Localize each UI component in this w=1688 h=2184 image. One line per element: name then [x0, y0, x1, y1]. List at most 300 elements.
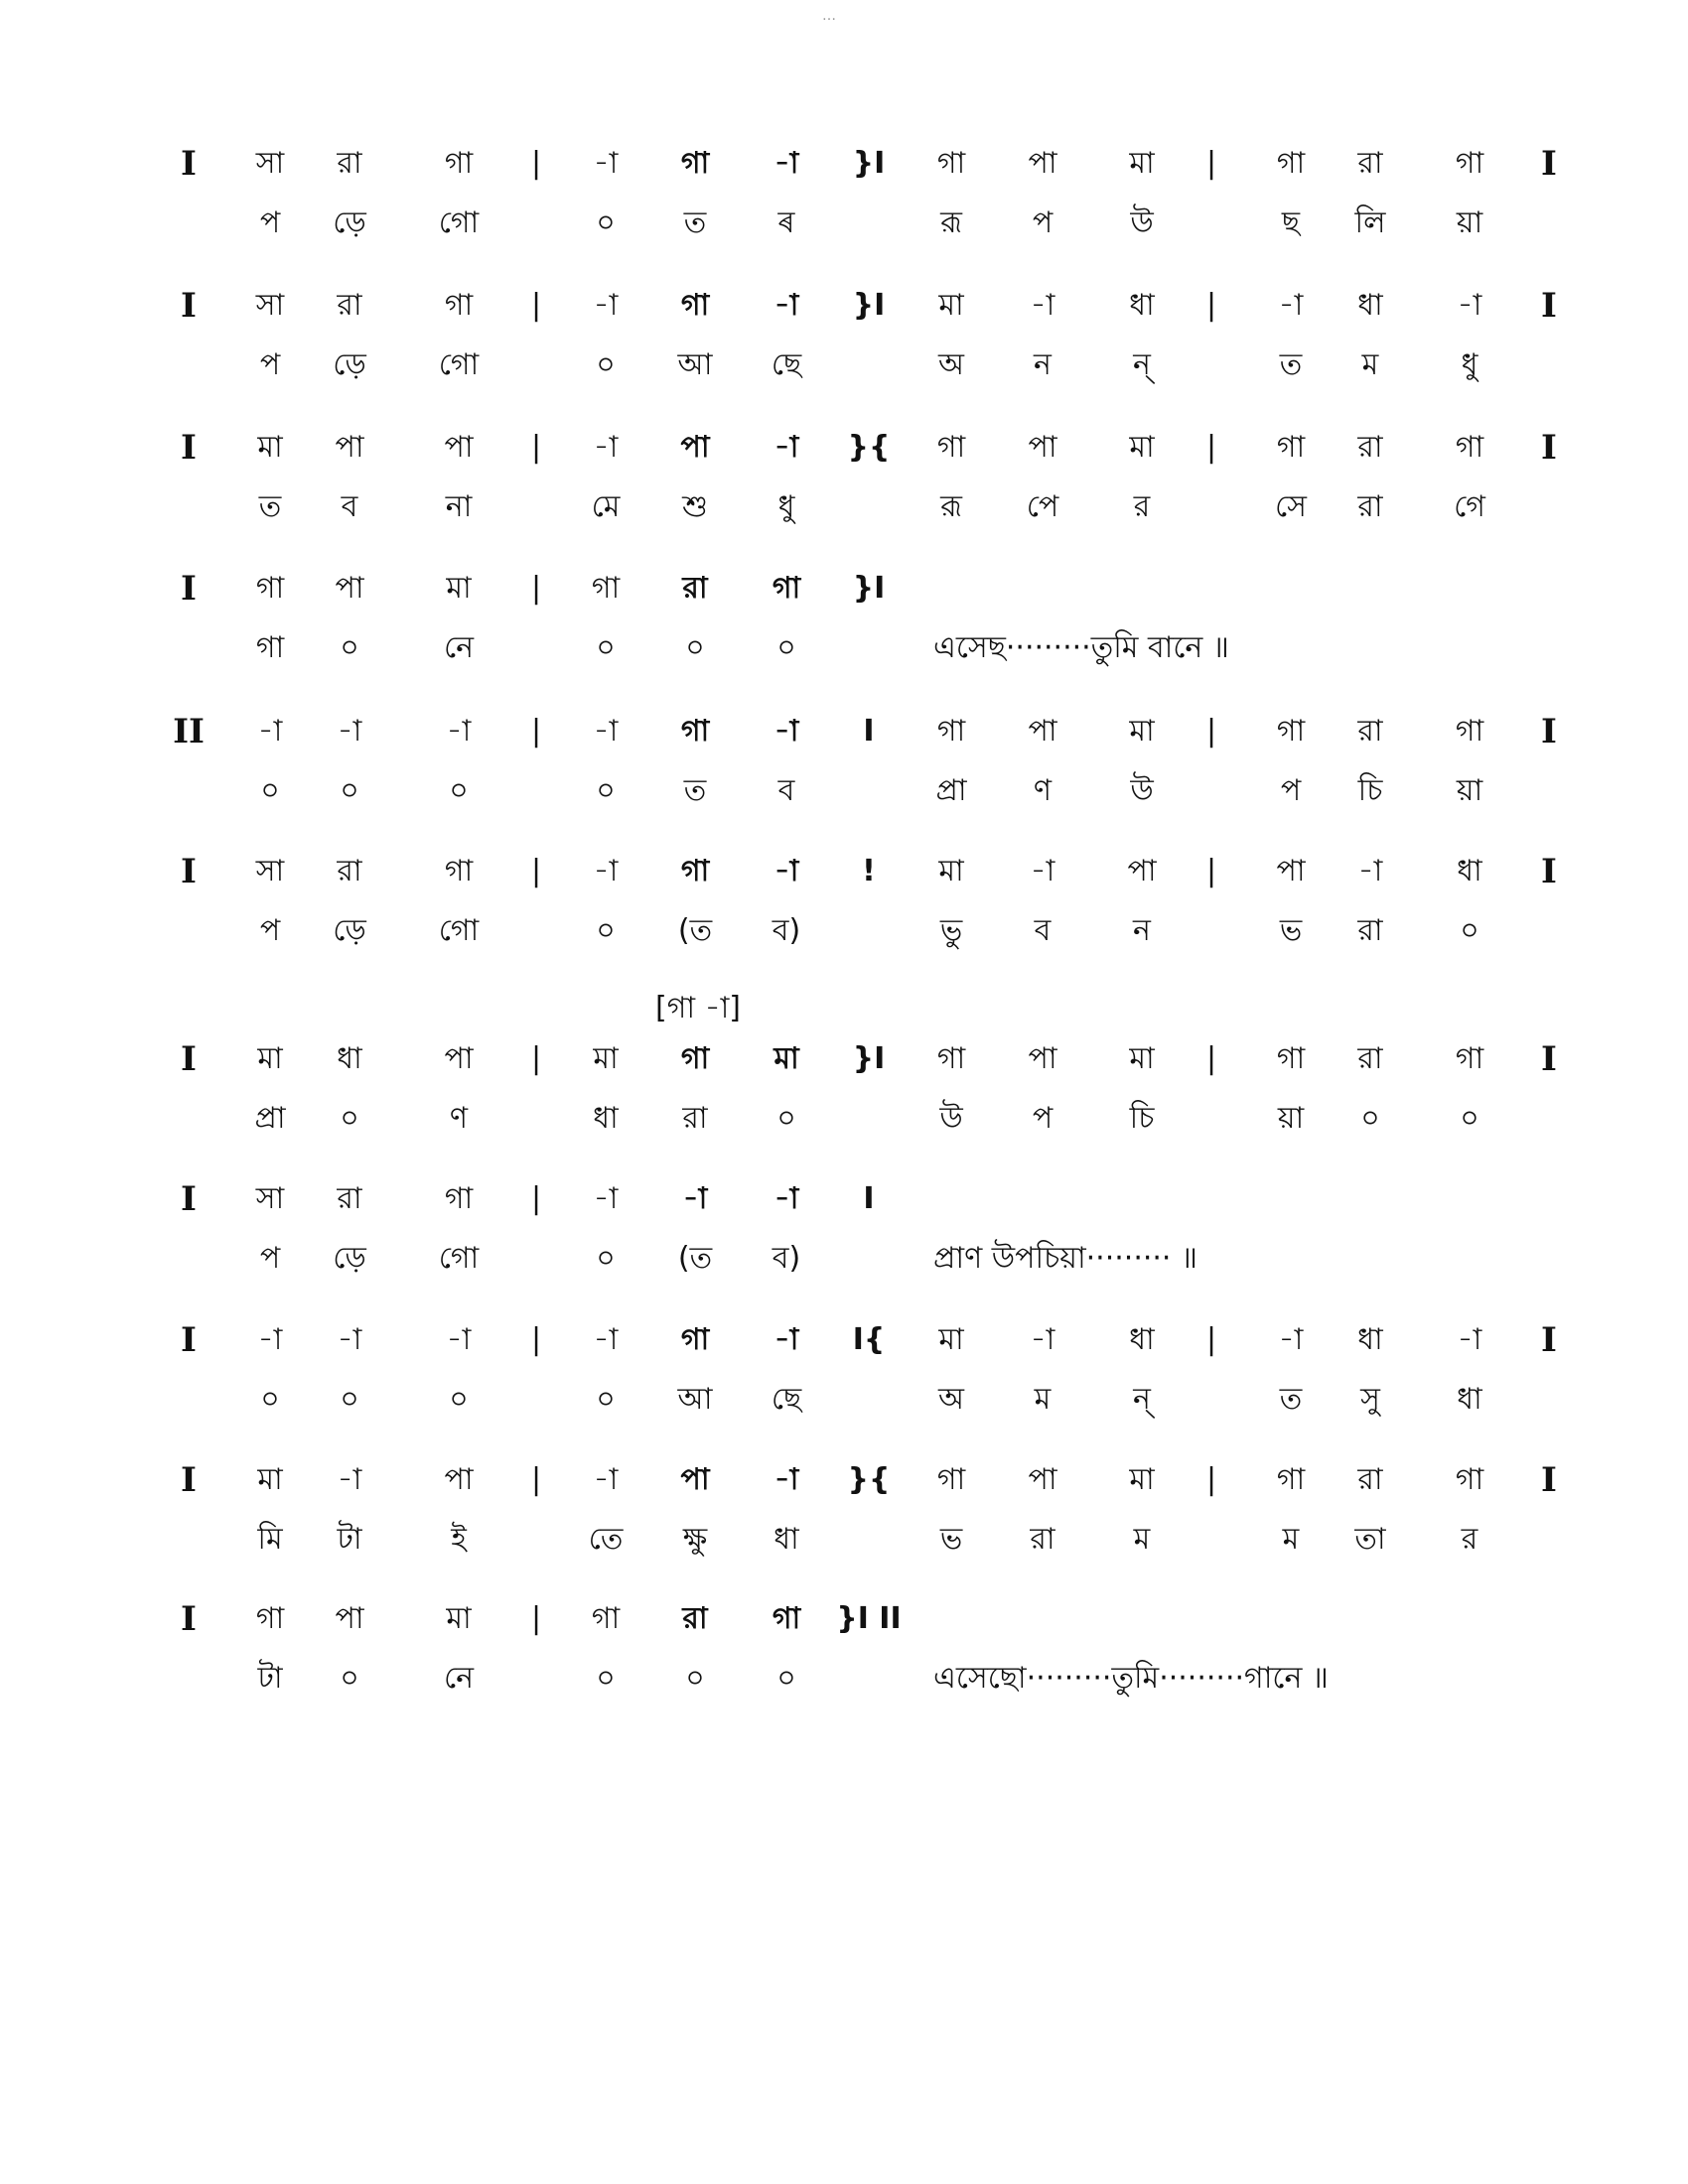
- note: ধা: [1457, 854, 1482, 888]
- bar-separator: |: [1205, 1322, 1217, 1357]
- note: -া: [337, 1322, 362, 1357]
- lyric-syllable: রা: [1030, 1522, 1055, 1557]
- note: পা: [335, 571, 364, 606]
- note: -া: [593, 854, 619, 888]
- end-bar-mark: I: [1541, 286, 1557, 326]
- lyric-syllable: অ: [938, 1382, 964, 1417]
- start-bar-mark: I: [181, 852, 197, 891]
- lyrics-row: [0, 341, 1688, 390]
- lyric-syllable: অ: [938, 347, 964, 382]
- lyric-syllable: ০: [776, 1101, 796, 1136]
- note: -া: [1030, 288, 1055, 323]
- note: -া: [774, 1322, 799, 1357]
- lyric-syllable: প্রা: [254, 1101, 286, 1136]
- lyric-syllable: গে: [1454, 489, 1485, 524]
- section-symbol: }I: [852, 571, 886, 606]
- note: পা: [335, 1601, 364, 1636]
- note: রা: [682, 1601, 708, 1636]
- note: গা: [680, 288, 710, 323]
- lyric-syllable: উ: [1130, 205, 1154, 240]
- lyric-syllable: ত: [683, 205, 707, 240]
- note: গা: [255, 1601, 285, 1636]
- lyric-syllable: ভ: [1279, 913, 1303, 948]
- lyrics-row: [0, 1234, 1688, 1284]
- lyric-syllable: রা: [1357, 489, 1383, 524]
- note: -া: [1457, 288, 1482, 323]
- stanza: [0, 991, 1688, 1173]
- note: মা: [1129, 146, 1155, 181]
- note: -া: [257, 1322, 283, 1357]
- section-symbol: }I: [852, 146, 886, 181]
- notes-row: [0, 139, 1688, 189]
- note: -া: [1030, 1322, 1055, 1357]
- note: গা: [680, 146, 710, 181]
- note: -া: [1278, 288, 1304, 323]
- end-bar-mark: I: [1541, 428, 1557, 468]
- note: গা: [1276, 1041, 1306, 1076]
- note: -া: [774, 430, 799, 465]
- note: রা: [1357, 1462, 1383, 1497]
- notes-row: [0, 707, 1688, 756]
- lyric-syllable: ভু: [939, 913, 963, 948]
- refrain-text: এসেছ·········তুমি বানে ॥: [933, 630, 1229, 665]
- note: মা: [257, 1462, 283, 1497]
- lyric-syllable: ণ: [1033, 773, 1053, 808]
- lyric-syllable: টা: [257, 1661, 283, 1696]
- lyric-syllable: ০: [685, 1661, 705, 1696]
- notes-row: [0, 847, 1688, 896]
- note: -া: [593, 714, 619, 749]
- end-bar-mark: I: [1541, 1039, 1557, 1079]
- note: গা: [1276, 1462, 1306, 1497]
- lyrics-row: [0, 199, 1688, 248]
- lyric-syllable: ন্: [1133, 1382, 1151, 1417]
- note: পা: [680, 430, 710, 465]
- section-symbol: I: [863, 714, 875, 749]
- note: ধা: [337, 1041, 362, 1076]
- lyric-syllable: প: [1280, 773, 1302, 808]
- note: পা: [444, 1462, 474, 1497]
- note: মা: [938, 854, 964, 888]
- note: মা: [938, 1322, 964, 1357]
- stanza: [0, 1455, 1688, 1594]
- lyric-syllable: ০: [596, 205, 616, 240]
- lyric-syllable: নে: [443, 630, 475, 665]
- note: গা: [936, 146, 966, 181]
- note: গা: [680, 854, 710, 888]
- note: গা: [591, 571, 621, 606]
- section-symbol: }{: [847, 430, 891, 465]
- lyric-syllable: ড়ে: [333, 1241, 366, 1276]
- note: -া: [446, 1322, 472, 1357]
- bar-separator: |: [530, 1601, 542, 1636]
- note: গা: [936, 1462, 966, 1497]
- note: গা: [1276, 714, 1306, 749]
- lyric-syllable: ৰ: [777, 205, 795, 240]
- note: মা: [593, 1041, 619, 1076]
- note: সা: [255, 288, 285, 323]
- lyric-syllable: ন: [1034, 347, 1052, 382]
- lyric-syllable: পে: [1026, 489, 1059, 524]
- lyric-syllable: গো: [438, 205, 480, 240]
- bar-separator: |: [530, 854, 542, 888]
- bar-separator: |: [530, 1322, 542, 1357]
- note: -া: [774, 854, 799, 888]
- note: গা: [1276, 146, 1306, 181]
- lyric-syllable: ছে: [771, 1382, 802, 1417]
- note: রা: [337, 854, 362, 888]
- note: মা: [1129, 1462, 1155, 1497]
- lyric-syllable: গো: [438, 1241, 480, 1276]
- note: মা: [257, 1041, 283, 1076]
- lyrics-row: [0, 766, 1688, 816]
- stanza: [0, 564, 1688, 703]
- note: রা: [682, 571, 708, 606]
- lyric-syllable: গো: [438, 913, 480, 948]
- refrain-text: এসেছো·········তুমি·········গানে ॥: [933, 1661, 1329, 1696]
- notes-row: [0, 423, 1688, 473]
- lyric-syllable: ম: [1361, 347, 1379, 382]
- start-bar-mark: I: [181, 428, 197, 468]
- end-bar-mark: I: [1541, 852, 1557, 891]
- notes-row: [0, 1594, 1688, 1644]
- lyric-syllable: ০: [596, 1241, 616, 1276]
- lyrics-row: [0, 623, 1688, 673]
- note: -া: [593, 430, 619, 465]
- note: সা: [255, 854, 285, 888]
- note: ধা: [1129, 1322, 1155, 1357]
- lyric-syllable: ড়ে: [333, 913, 366, 948]
- note: গা: [591, 1601, 621, 1636]
- end-bar-mark: I: [1541, 144, 1557, 184]
- bar-separator: |: [530, 714, 542, 749]
- note: -া: [593, 1181, 619, 1216]
- note: -া: [774, 1181, 799, 1216]
- note: পা: [1028, 146, 1057, 181]
- start-bar-mark: I: [181, 1179, 197, 1219]
- lyric-syllable: নে: [443, 1661, 475, 1696]
- stanza: [0, 707, 1688, 846]
- note: রা: [1357, 1041, 1383, 1076]
- note: গা: [936, 430, 966, 465]
- lyric-syllable: সু: [1360, 1382, 1380, 1417]
- end-bar-mark: I: [1541, 1320, 1557, 1360]
- note: মা: [1129, 430, 1155, 465]
- notes-row: [0, 1315, 1688, 1365]
- lyric-syllable: (ত: [677, 913, 713, 948]
- start-bar-mark: I: [181, 286, 197, 326]
- note: গা: [936, 1041, 966, 1076]
- lyric-syllable: রূ: [940, 205, 962, 240]
- lyric-syllable: ০: [596, 773, 616, 808]
- note: গা: [680, 1041, 710, 1076]
- note: -া: [446, 714, 472, 749]
- lyric-syllable: প: [1032, 205, 1054, 240]
- note: -া: [337, 714, 362, 749]
- lyric-syllable: ন্: [1133, 347, 1151, 382]
- bar-separator: |: [530, 288, 542, 323]
- lyric-syllable: ই: [451, 1522, 467, 1557]
- lyric-syllable: আ: [677, 1382, 713, 1417]
- stanza: [0, 847, 1688, 986]
- lyric-syllable: ধা: [593, 1101, 619, 1136]
- lyric-syllable: ০: [340, 1661, 359, 1696]
- note: গা: [1455, 430, 1484, 465]
- note: রা: [1357, 430, 1383, 465]
- section-symbol: !: [862, 854, 876, 888]
- note: গা: [772, 1601, 801, 1636]
- lyric-syllable: রা: [1357, 913, 1383, 948]
- lyric-syllable: ০: [596, 1661, 616, 1696]
- lyric-syllable: ভ: [939, 1522, 963, 1557]
- bar-separator: |: [1205, 288, 1217, 323]
- section-symbol: }I: [852, 288, 886, 323]
- lyric-syllable: ব): [772, 913, 801, 948]
- lyric-syllable: উ: [1130, 773, 1154, 808]
- lyric-syllable: চি: [1357, 773, 1383, 808]
- notes-row: [0, 1034, 1688, 1084]
- note: সা: [255, 1181, 285, 1216]
- bar-separator: |: [530, 146, 542, 181]
- start-bar-mark: I: [181, 144, 197, 184]
- note: গা: [1455, 1041, 1484, 1076]
- bar-separator: |: [1205, 714, 1217, 749]
- lyric-syllable: ক্ষু: [682, 1522, 708, 1557]
- stanza: [0, 423, 1688, 562]
- bar-separator: |: [530, 430, 542, 465]
- note: -া: [774, 1462, 799, 1497]
- note: গা: [444, 1181, 474, 1216]
- note: -া: [593, 1322, 619, 1357]
- lyric-syllable: য়া: [1277, 1101, 1305, 1136]
- lyric-syllable: ০: [1360, 1101, 1380, 1136]
- note: মা: [1129, 1041, 1155, 1076]
- lyric-syllable: লি: [1354, 205, 1386, 240]
- lyric-syllable: ব: [1034, 913, 1052, 948]
- lyric-syllable: ০: [340, 773, 359, 808]
- lyric-syllable: ধু: [777, 489, 795, 524]
- lyrics-row: [0, 1094, 1688, 1144]
- start-bar-mark: II: [173, 712, 205, 751]
- note: -া: [1457, 1322, 1482, 1357]
- lyric-syllable: ম: [1034, 1382, 1052, 1417]
- lyric-syllable: প্রা: [935, 773, 967, 808]
- lyric-syllable: ন: [1133, 913, 1151, 948]
- start-bar-mark: I: [181, 1599, 197, 1639]
- lyrics-row: [0, 1515, 1688, 1565]
- start-bar-mark: I: [181, 1039, 197, 1079]
- note: পা: [444, 1041, 474, 1076]
- section-symbol: }I: [852, 1041, 886, 1076]
- bar-separator: |: [1205, 146, 1217, 181]
- lyric-syllable: আ: [677, 347, 713, 382]
- lyric-syllable: মি: [257, 1522, 283, 1557]
- notes-row: [0, 564, 1688, 614]
- stanza: [0, 1315, 1688, 1454]
- lyric-syllable: প: [259, 205, 281, 240]
- bar-separator: |: [1205, 430, 1217, 465]
- section-symbol: I{: [852, 1322, 886, 1357]
- note: গা: [1455, 146, 1484, 181]
- note: সা: [255, 146, 285, 181]
- lyric-syllable: ০: [596, 1382, 616, 1417]
- lyric-syllable: ০: [685, 630, 705, 665]
- lyrics-row: [0, 482, 1688, 532]
- lyric-syllable: ০: [776, 1661, 796, 1696]
- note: পা: [444, 430, 474, 465]
- end-bar-mark: I: [1541, 712, 1557, 751]
- stanza: [0, 1174, 1688, 1313]
- note: -া: [337, 1462, 362, 1497]
- alternate-notes: [গা -া]: [655, 991, 742, 1025]
- start-bar-mark: I: [181, 569, 197, 609]
- lyric-syllable: ০: [449, 773, 469, 808]
- note: পা: [1127, 854, 1157, 888]
- note: গা: [444, 146, 474, 181]
- note: রা: [1357, 714, 1383, 749]
- note: গা: [444, 288, 474, 323]
- lyric-syllable: গো: [438, 347, 480, 382]
- start-bar-mark: I: [181, 1320, 197, 1360]
- note: -া: [682, 1181, 708, 1216]
- lyric-syllable: ব): [772, 1241, 801, 1276]
- bar-separator: |: [1205, 854, 1217, 888]
- lyric-syllable: ছে: [771, 347, 802, 382]
- lyric-syllable: ত: [1279, 1382, 1303, 1417]
- lyric-syllable: ত: [1279, 347, 1303, 382]
- section-symbol: }I II: [836, 1601, 902, 1636]
- lyric-syllable: উ: [939, 1101, 963, 1136]
- lyric-syllable: ব: [341, 489, 358, 524]
- lyric-syllable: ০: [1460, 1101, 1479, 1136]
- note: গা: [772, 571, 801, 606]
- note: গা: [1276, 430, 1306, 465]
- lyric-syllable: ছ: [1281, 205, 1301, 240]
- bar-separator: |: [530, 571, 542, 606]
- notes-row: [0, 1174, 1688, 1224]
- lyric-syllable: ০: [596, 913, 616, 948]
- lyric-syllable: ০: [340, 1382, 359, 1417]
- bar-separator: |: [530, 1041, 542, 1076]
- lyric-syllable: য়া: [1456, 205, 1483, 240]
- lyric-syllable: ০: [596, 347, 616, 382]
- lyric-syllable: ০: [340, 630, 359, 665]
- lyric-syllable: ত: [258, 489, 282, 524]
- lyric-syllable: র: [1461, 1522, 1478, 1557]
- stanza: [0, 281, 1688, 420]
- note: -া: [1357, 854, 1383, 888]
- end-bar-mark: I: [1541, 1460, 1557, 1500]
- lyric-syllable: ধা: [774, 1522, 799, 1557]
- note: ধা: [1357, 1322, 1383, 1357]
- note: -া: [1030, 854, 1055, 888]
- note: -া: [593, 146, 619, 181]
- lyric-syllable: ০: [449, 1382, 469, 1417]
- notes-row: [0, 281, 1688, 331]
- note: গা: [936, 714, 966, 749]
- note: পা: [680, 1462, 710, 1497]
- lyric-syllable: য়া: [1456, 773, 1483, 808]
- lyric-syllable: গা: [255, 630, 285, 665]
- start-bar-mark: I: [181, 1460, 197, 1500]
- bar-separator: |: [1205, 1041, 1217, 1076]
- lyric-syllable: ০: [1460, 913, 1479, 948]
- lyrics-row: [0, 1375, 1688, 1425]
- note: মা: [774, 1041, 799, 1076]
- note: পা: [1276, 854, 1306, 888]
- note: পা: [335, 430, 364, 465]
- stanza: [0, 139, 1688, 278]
- lyric-syllable: প: [259, 1241, 281, 1276]
- section-symbol: I: [863, 1181, 875, 1216]
- note: রা: [337, 146, 362, 181]
- note: মা: [446, 571, 472, 606]
- note: পা: [1028, 430, 1057, 465]
- lyric-syllable: টা: [337, 1522, 362, 1557]
- note: -া: [774, 714, 799, 749]
- note: ধা: [1129, 288, 1155, 323]
- bar-separator: |: [1205, 1462, 1217, 1497]
- lyric-syllable: ০: [260, 773, 280, 808]
- lyric-syllable: ধা: [1457, 1382, 1482, 1417]
- lyric-syllable: তা: [1354, 1522, 1386, 1557]
- lyric-syllable: রূ: [940, 489, 962, 524]
- lyric-syllable: (ত: [677, 1241, 713, 1276]
- lyric-syllable: র: [1133, 489, 1151, 524]
- note: রা: [337, 288, 362, 323]
- note: ধা: [1357, 288, 1383, 323]
- note: পা: [1028, 714, 1057, 749]
- lyric-syllable: ড়ে: [333, 347, 366, 382]
- lyric-syllable: প: [259, 347, 281, 382]
- note: পা: [1028, 1041, 1057, 1076]
- note: -া: [774, 146, 799, 181]
- lyric-syllable: ০: [260, 1382, 280, 1417]
- stanza: [0, 1594, 1688, 1733]
- note: গা: [444, 854, 474, 888]
- note: -া: [257, 714, 283, 749]
- note: -া: [1278, 1322, 1304, 1357]
- note: -া: [593, 1462, 619, 1497]
- lyrics-row: [0, 906, 1688, 956]
- note: -া: [593, 288, 619, 323]
- refrain-text: প্রাণ উপচিয়া········· ॥: [933, 1241, 1197, 1276]
- note: রা: [337, 1181, 362, 1216]
- lyric-syllable: সে: [1275, 489, 1307, 524]
- note: গা: [255, 571, 285, 606]
- note: গা: [680, 1322, 710, 1357]
- note: মা: [446, 1601, 472, 1636]
- lyric-syllable: ব: [777, 773, 795, 808]
- note: গা: [1455, 714, 1484, 749]
- lyric-syllable: ০: [596, 630, 616, 665]
- lyric-syllable: না: [445, 489, 473, 524]
- note: রা: [1357, 146, 1383, 181]
- lyric-syllable: ত: [683, 773, 707, 808]
- note: মা: [257, 430, 283, 465]
- note: গা: [1455, 1462, 1484, 1497]
- bar-separator: |: [530, 1462, 542, 1497]
- lyric-syllable: ম: [1282, 1522, 1300, 1557]
- lyric-syllable: তে: [588, 1522, 624, 1557]
- lyric-syllable: মে: [591, 489, 621, 524]
- bar-separator: |: [530, 1181, 542, 1216]
- lyric-syllable: রা: [682, 1101, 708, 1136]
- lyric-syllable: ম: [1133, 1522, 1151, 1557]
- lyric-syllable: ০: [776, 630, 796, 665]
- lyric-syllable: শু: [682, 489, 708, 524]
- lyric-syllable: ণ: [449, 1101, 469, 1136]
